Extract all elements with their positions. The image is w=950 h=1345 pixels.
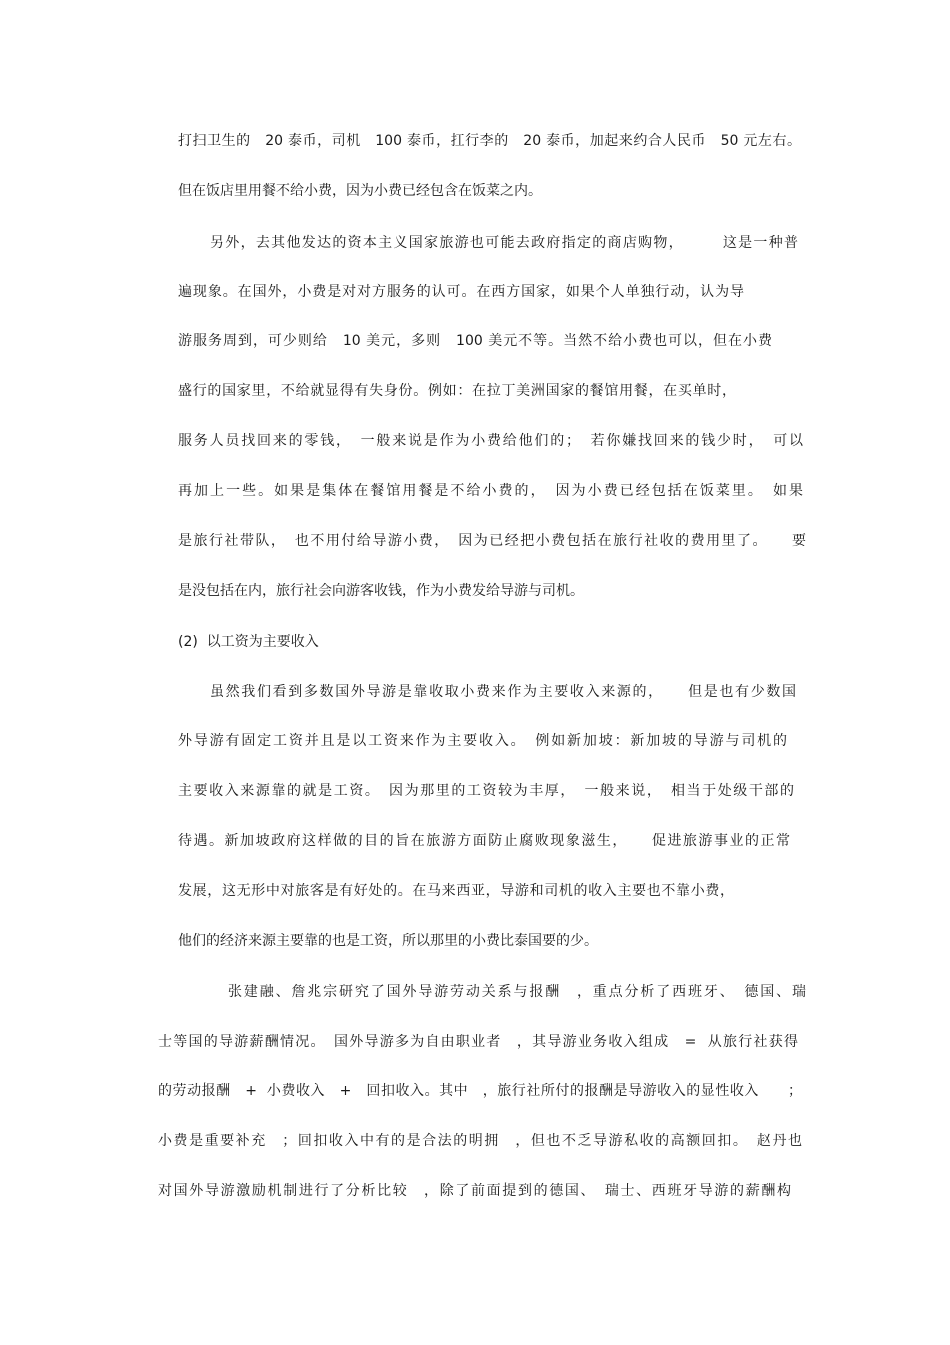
paragraph-3-line-3: 主要收入来源靠的就是工资。 因为那里的工资较为丰厚， 一般来说， 相当于处级干部的 [178, 783, 794, 799]
paragraph-2-line-2: 遍现象。在国外，小费是对对方服务的认可。在西方国家，如果个人单独行动，认为导 [178, 284, 744, 300]
paragraph-2-line-5: 服务人员找回来的零钱， 一般来说是作为小费给他们的； 若你嫌找回来的钱少时， 可以 [178, 433, 803, 449]
paragraph-2-line-4: 盛行的国家里，不给就显得有失身份。例如：在拉丁美洲国家的餐馆用餐，在买单时， [178, 383, 736, 399]
paragraph-4-line-3: 的劳动报酬 + 小费收入 + 回扣收入。其中 ，旅行社所付的报酬是导游收入的显性收入 ； [158, 1083, 802, 1099]
paragraph-3-line-6: 他们的经济来源主要靠的也是工资，所以那里的小费比泰国要的少。 [178, 933, 598, 949]
paragraph-2-line-3: 游服务周到，可少则给 10 美元，多则 100 美元不等。当然不给小费也可以，但在小费 [178, 333, 772, 349]
paragraph-2-line-1: 另外，去其他发达的资本主义国家旅游也可能去政府指定的商店购物， 这是一种普 [210, 235, 798, 251]
paragraph-4-line-5: 对国外导游激励机制进行了分析比较 ，除了前面提到的德国、 瑞士、西班牙导游的薪酬构 [158, 1183, 791, 1199]
paragraph-3-line-5: 发展，这无形中对旅客是有好处的。在马来西亚，导游和司机的收入主要也不靠小费， [178, 883, 734, 899]
paragraph-1-line-2: 但在饭店里用餐不给小费，因为小费已经包含在饭菜之内。 [178, 183, 542, 199]
paragraph-3-line-1: 虽然我们看到多数国外导游是靠收取小费来作为主要收入来源的， 但是也有少数国 [210, 684, 796, 700]
paragraph-4-line-4: 小费是重要补充 ；回扣收入中有的是合法的明拥 ，但也不乏导游私收的高额回扣。 赵丹也 [158, 1133, 802, 1149]
paragraph-4-line-1: 张建融、詹兆宗研究了国外导游劳动关系与报酬 ，重点分析了西班牙、 德国、瑞 [228, 984, 806, 1000]
paragraph-2-line-7: 是旅行社带队， 也不用付给导游小费， 因为已经把小费包括在旅行社收的费用里了。 要 [178, 533, 806, 549]
paragraph-3-line-4: 待遇。新加坡政府这样做的目的旨在旅游方面防止腐败现象滋生， 促进旅游事业的正常 [178, 833, 790, 849]
paragraph-2-line-6: 再加上一些。如果是集体在餐馆用餐是不给小费的， 因为小费已经包括在饭菜里。 如果 [178, 483, 803, 499]
section-heading: (2) 以工资为主要收入 [178, 634, 319, 650]
paragraph-2-line-8: 是没包括在内，旅行社会向游客收钱，作为小费发给导游与司机。 [178, 583, 584, 599]
paragraph-4-line-2: 士等国的导游薪酬情况。 国外导游多为自由职业者 ，其导游业务收入组成 = 从旅行社获得 [158, 1034, 798, 1050]
paragraph-3-line-2: 外导游有固定工资并且是以工资来作为主要收入。 例如新加坡：新加坡的导游与司机的 [178, 733, 787, 749]
paragraph-1-line-1: 打扫卫生的 20 泰币，司机 100 泰币，扛行李的 20 泰币，加起来约合人民币 50 元左右。 [178, 133, 801, 149]
